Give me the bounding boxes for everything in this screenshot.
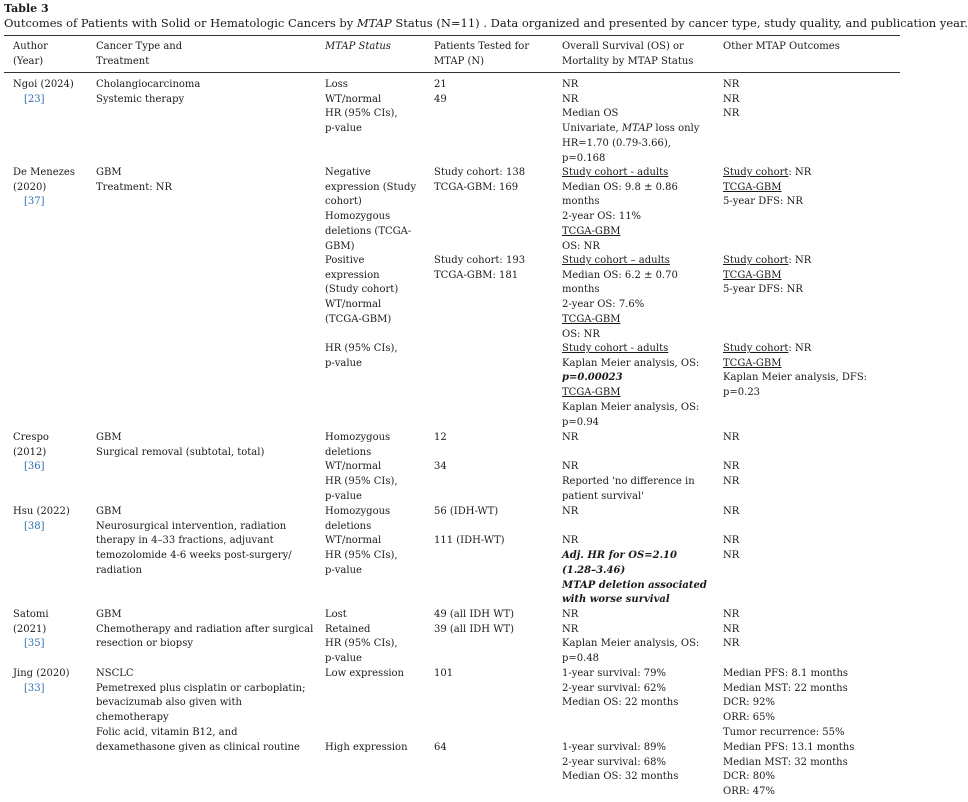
cell-os: p=0.168 bbox=[562, 152, 606, 164]
header-patients-tested: Patients Tested for MTAP (N) bbox=[434, 41, 530, 67]
reference-link[interactable]: [23] bbox=[24, 93, 45, 105]
cell-cancer: NSCLC bbox=[96, 668, 134, 679]
cell-other3: p=0.23 bbox=[723, 387, 761, 399]
cell-n: 101 bbox=[434, 668, 454, 679]
cell-author: Jing (2020) bbox=[13, 668, 70, 679]
cell-status3: HR (95% CIs), bbox=[325, 343, 398, 354]
cell-os: 1-year survival: 79% bbox=[562, 668, 667, 679]
cell-os: NR bbox=[562, 506, 579, 517]
cell-status: HR (95% CIs), bbox=[325, 476, 398, 488]
cell-n: 34 bbox=[434, 461, 447, 473]
cell-other: NR bbox=[723, 638, 740, 650]
cell-other3: Study cohort: NR bbox=[723, 343, 812, 354]
cell-status2: (TCGA-GBM) bbox=[325, 313, 392, 325]
cell-other2: DCR: 80% bbox=[723, 771, 775, 783]
cell-other2: Median PFS: 13.1 months bbox=[723, 742, 855, 753]
cell-status: Low expression bbox=[325, 668, 404, 679]
cell-cancer: temozolomide 4-6 weeks post-surgery/ bbox=[96, 550, 292, 562]
cell-other: NR bbox=[723, 476, 740, 488]
cell-status: Loss bbox=[325, 79, 348, 90]
cell-status: Retained bbox=[325, 623, 371, 635]
cell-cancer: therapy in 4–33 fractions, adjuvant bbox=[96, 535, 274, 547]
cell-os: Median OS bbox=[562, 108, 619, 120]
cell-other: NR bbox=[723, 461, 740, 473]
cell-status: WT/normal bbox=[325, 535, 382, 547]
cell-status: p-value bbox=[325, 490, 362, 502]
cell-other2: Median MST: 32 months bbox=[723, 756, 848, 768]
cell-os3: p=0.94 bbox=[562, 416, 600, 428]
cell-n2: Study cohort: 193 bbox=[434, 255, 526, 266]
reference-link[interactable]: [33] bbox=[24, 682, 45, 694]
cell-cancer: Systemic therapy bbox=[96, 93, 185, 105]
cell-other: Median MST: 22 months bbox=[723, 682, 848, 694]
cell-other: NR bbox=[723, 623, 740, 635]
cell-os2: months bbox=[562, 284, 600, 296]
cell-status: Homozygous bbox=[325, 432, 391, 443]
cell-status: deletions (TCGA- bbox=[325, 225, 412, 237]
cell-os3: Kaplan Meier analysis, OS: bbox=[562, 357, 700, 369]
cell-author: Satomi bbox=[13, 609, 49, 620]
reference-link[interactable]: [37] bbox=[24, 196, 45, 208]
cell-other: TCGA-GBM bbox=[723, 181, 782, 193]
cell-n2: TCGA-GBM: 181 bbox=[434, 269, 519, 281]
cell-other: Median PFS: 8.1 months bbox=[723, 668, 849, 679]
cell-status: p-value bbox=[325, 653, 362, 665]
cell-os: NR bbox=[562, 609, 579, 620]
cell-cancer: GBM bbox=[96, 609, 122, 620]
cell-os2: Median OS: 6.2 ± 0.70 bbox=[562, 269, 678, 281]
cell-other: NR bbox=[723, 79, 740, 90]
cell-cancer: Treatment: NR bbox=[96, 181, 173, 193]
cell-os: Adj. HR for OS=2.10 bbox=[562, 550, 677, 562]
table-label: Table 3 bbox=[4, 2, 49, 15]
cell-n: TCGA-GBM: 169 bbox=[434, 181, 519, 193]
cell-other: NR bbox=[723, 550, 740, 562]
cell-os: months bbox=[562, 196, 600, 208]
cell-os2: OS: NR bbox=[562, 328, 600, 340]
cell-other: Tumor recurrence: 55% bbox=[723, 726, 845, 738]
cell-cancer: resection or biopsy bbox=[96, 638, 193, 650]
cell-os3: p=0.00023 bbox=[562, 372, 623, 384]
cell-status2: expression bbox=[325, 269, 380, 281]
cell-status: Negative bbox=[325, 167, 371, 178]
cell-os2: 1-year survival: 89% bbox=[562, 742, 667, 753]
cell-os: MTAP deletion associated bbox=[562, 579, 707, 591]
cell-status3: p-value bbox=[325, 357, 362, 369]
cell-status: Lost bbox=[325, 609, 347, 620]
cell-other2: TCGA-GBM bbox=[723, 269, 782, 281]
cell-n: 39 (all IDH WT) bbox=[434, 623, 515, 635]
cell-cancer: GBM bbox=[96, 167, 122, 178]
cell-os: OS: NR bbox=[562, 240, 600, 252]
cell-os2: Median OS: 32 months bbox=[562, 771, 679, 783]
header-overall-survival: Overall Survival (OS) or Mortality by MTAP Status bbox=[562, 41, 694, 67]
cell-os3: Study cohort - adults bbox=[562, 343, 669, 354]
cell-author: (2020) bbox=[13, 181, 47, 193]
cell-author: De Menezes bbox=[13, 167, 75, 178]
cell-cancer: chemotherapy bbox=[96, 712, 169, 724]
cell-n: 21 bbox=[434, 79, 447, 90]
cell-status: expression (Study bbox=[325, 181, 417, 193]
header-mtap-status: MTAP Status bbox=[325, 41, 391, 52]
cell-n: 56 (IDH-WT) bbox=[434, 506, 499, 517]
cell-other3: Kaplan Meier analysis, DFS: bbox=[723, 372, 868, 384]
cell-other2: Study cohort: NR bbox=[723, 255, 812, 266]
cell-cancer: Surgical removal (subtotal, total) bbox=[96, 446, 265, 458]
cell-status2: High expression bbox=[325, 742, 408, 753]
cell-n: 49 bbox=[434, 93, 447, 105]
cell-other: DCR: 92% bbox=[723, 697, 775, 709]
cell-os: Study cohort - adults bbox=[562, 167, 669, 178]
cell-other: 5-year DFS: NR bbox=[723, 196, 803, 208]
cell-os: p=0.48 bbox=[562, 653, 600, 665]
header-rule bbox=[4, 72, 900, 73]
header-cancer-type: Cancer Type and Treatment bbox=[96, 41, 183, 67]
cell-status: Homozygous bbox=[325, 211, 391, 223]
cell-status: HR (95% CIs), bbox=[325, 550, 398, 562]
cell-os: HR=1.70 (0.79-3.66), bbox=[562, 137, 671, 149]
reference-link[interactable]: [36] bbox=[24, 461, 45, 473]
cell-status2: (Study cohort) bbox=[325, 284, 399, 296]
cell-cancer: dexamethasone given as clinical routine bbox=[96, 741, 300, 753]
cell-os2: 2-year survival: 68% bbox=[562, 756, 667, 768]
cell-os3: TCGA-GBM bbox=[562, 387, 621, 399]
cell-status: deletions bbox=[325, 446, 372, 458]
cell-os: Univariate, MTAP loss only bbox=[562, 123, 700, 135]
cell-other: NR bbox=[723, 108, 740, 120]
cell-other2: ORR: 47% bbox=[723, 786, 776, 798]
header-other-outcomes: Other MTAP Outcomes bbox=[723, 41, 840, 52]
cell-cancer: Cholangiocarcinoma bbox=[96, 79, 201, 90]
cell-os: Median OS: 22 months bbox=[562, 697, 679, 709]
cell-cancer: GBM bbox=[96, 432, 122, 443]
cell-status: HR (95% CIs), bbox=[325, 108, 398, 120]
cell-n: 111 (IDH-WT) bbox=[434, 535, 505, 547]
cell-cancer: GBM bbox=[96, 506, 122, 517]
cell-status2: WT/normal bbox=[325, 299, 382, 311]
cell-status: deletions bbox=[325, 520, 372, 532]
cell-status: p-value bbox=[325, 564, 362, 576]
cell-n2: 64 bbox=[434, 742, 447, 753]
cell-os3: Kaplan Meier analysis, OS: bbox=[562, 401, 700, 413]
cell-os: NR bbox=[562, 461, 579, 473]
table-caption: Outcomes of Patients with Solid or Hematologic Cancers by MTAP Status (N=11) . Data organized and presented by cancer type, study quality, and publication year. bbox=[4, 16, 968, 30]
cell-status: WT/normal bbox=[325, 93, 382, 105]
cell-status: cohort) bbox=[325, 196, 362, 208]
cell-cancer: bevacizumab also given with bbox=[96, 697, 242, 709]
top-rule bbox=[4, 35, 900, 36]
cell-n: 49 (all IDH WT) bbox=[434, 609, 515, 620]
cell-os: Reported 'no difference in bbox=[562, 476, 695, 488]
cell-other: ORR: 65% bbox=[723, 712, 776, 724]
cell-author: Crespo bbox=[13, 432, 49, 443]
cell-n: Study cohort: 138 bbox=[434, 167, 526, 178]
cell-other: NR bbox=[723, 609, 740, 620]
cell-status: GBM) bbox=[325, 240, 355, 252]
cell-os: TCGA-GBM bbox=[562, 225, 621, 237]
cell-cancer: Chemotherapy and radiation after surgical bbox=[96, 623, 314, 635]
cell-os: Median OS: 9.8 ± 0.86 bbox=[562, 181, 678, 193]
cell-os: NR bbox=[562, 535, 579, 547]
cell-os: (1.28–3.46) bbox=[562, 564, 626, 576]
cell-os: NR bbox=[562, 79, 579, 90]
cell-os: NR bbox=[562, 93, 579, 105]
cell-other3: TCGA-GBM bbox=[723, 357, 782, 369]
cell-other: NR bbox=[723, 93, 740, 105]
cell-os: 2-year survival: 62% bbox=[562, 682, 667, 694]
cell-os: NR bbox=[562, 432, 579, 443]
cell-other2: 5-year DFS: NR bbox=[723, 284, 803, 296]
cell-os2: TCGA-GBM bbox=[562, 313, 621, 325]
cell-os: with worse survival bbox=[562, 594, 670, 606]
cell-cancer: Pemetrexed plus cisplatin or carboplatin; bbox=[96, 682, 306, 694]
cell-os2: Study cohort – adults bbox=[562, 255, 670, 266]
cell-author: (2021) bbox=[13, 623, 47, 635]
cell-other: NR bbox=[723, 506, 740, 517]
cell-os: patient survival' bbox=[562, 490, 644, 502]
cell-n: 12 bbox=[434, 432, 447, 443]
cell-author: (2012) bbox=[13, 446, 47, 458]
cell-os2: 2-year OS: 7.6% bbox=[562, 299, 645, 311]
cell-os: 2-year OS: 11% bbox=[562, 211, 642, 223]
cell-cancer: Neurosurgical intervention, radiation bbox=[96, 520, 287, 532]
reference-link[interactable]: [38] bbox=[24, 520, 45, 532]
cell-author: Hsu (2022) bbox=[13, 506, 70, 517]
cell-cancer: Folic acid, vitamin B12, and bbox=[96, 726, 238, 738]
cell-status: p-value bbox=[325, 123, 362, 135]
cell-author: Ngoi (2024) bbox=[13, 79, 74, 90]
cell-other: NR bbox=[723, 432, 740, 443]
header-author: Author (Year) bbox=[13, 41, 48, 67]
cell-other: NR bbox=[723, 535, 740, 547]
cell-os: NR bbox=[562, 623, 579, 635]
cell-status: WT/normal bbox=[325, 461, 382, 473]
reference-link[interactable]: [35] bbox=[24, 638, 45, 650]
cell-other: Study cohort: NR bbox=[723, 167, 812, 178]
cell-status: Homozygous bbox=[325, 506, 391, 517]
cell-os: Kaplan Meier analysis, OS: bbox=[562, 638, 700, 650]
cell-cancer: radiation bbox=[96, 564, 142, 576]
cell-status: HR (95% CIs), bbox=[325, 638, 398, 650]
cell-status2: Positive bbox=[325, 255, 365, 266]
